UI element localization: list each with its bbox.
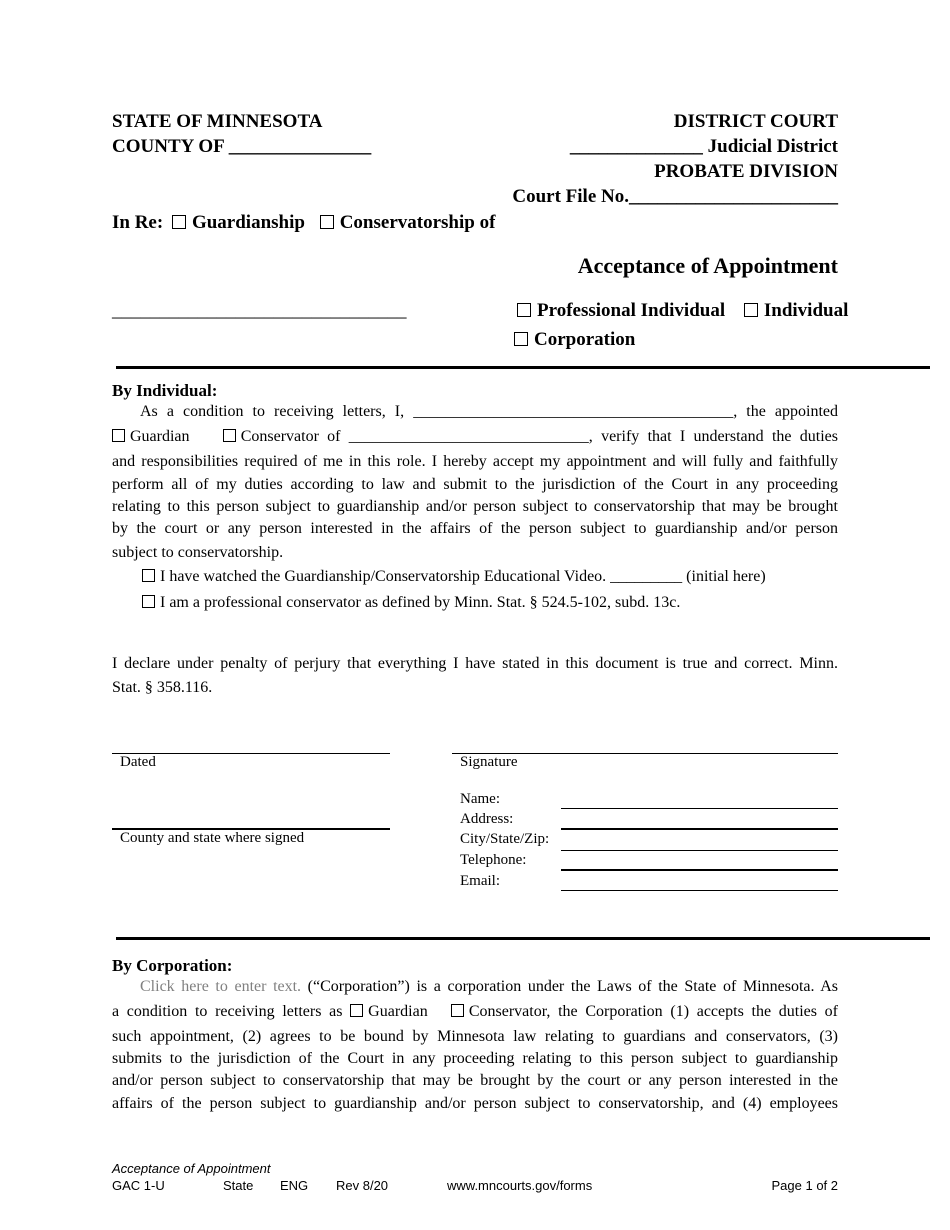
in-re-line xyxy=(112,212,495,234)
professional-conservator-label: I am a professional conservator as defined by Minn. Stat. § 524.5-102, subd. 13c. xyxy=(160,594,681,611)
individual-line-6: by the court or any person interested in the affairs of the person subject to guardianship and/or person xyxy=(112,520,838,537)
corporation-label: Corporation xyxy=(534,329,636,350)
conservatorship-label: Conservatorship of xyxy=(339,212,496,233)
name-label: Name: xyxy=(460,791,500,807)
email-label: Email: xyxy=(460,873,500,889)
telephone-label: Telephone: xyxy=(460,852,527,868)
county-state-label: County and state where signed xyxy=(120,830,305,846)
individual-line-5: relating to this person subject to guardianship and/or person subject to conservatorship that may be brought xyxy=(112,498,838,515)
section-divider xyxy=(116,366,930,369)
state-title: STATE OF MINNESOTA xyxy=(112,111,323,132)
professional-individual-label: Professional Individual xyxy=(537,300,726,321)
dated-label: Dated xyxy=(120,754,156,770)
individual-line-3: and responsibilities required of me in this role. I hereby accept my appointment and will fully and faithfully xyxy=(112,453,838,470)
professional-row xyxy=(142,592,680,615)
professional-conservator-checkbox[interactable] xyxy=(142,595,155,608)
corporation-line-2-rest: Conservator, the Corporation (1) accepts the duties of xyxy=(468,1003,839,1020)
individual-checkbox[interactable] xyxy=(744,303,758,317)
individual-line-4: perform all of my duties according to law and submit to the jurisdiction of the Court in any proceeding xyxy=(112,476,838,493)
corporation-line-5: and/or person subject to conservatorship that may be brought by the court or any person interested in the xyxy=(112,1072,838,1089)
guardianship-checkbox[interactable] xyxy=(172,215,186,229)
corporation-guardian-checkbox[interactable] xyxy=(350,1004,363,1017)
video-label: I have watched the Guardianship/Conservatorship Educational Video. _________ (initial here) xyxy=(160,568,766,585)
address-line[interactable] xyxy=(561,828,838,830)
appointment-type-row xyxy=(517,300,848,322)
corporation-conservator-checkbox[interactable] xyxy=(451,1004,464,1017)
city-label: City/State/Zip: xyxy=(460,831,550,847)
footer-form-id: GAC 1-U xyxy=(112,1178,165,1193)
guardianship-label: Guardianship xyxy=(191,212,305,233)
individual-line-1: As a condition to receiving letters, I, ________________________________________, the appointed xyxy=(140,403,838,420)
footer-state: State xyxy=(223,1178,254,1193)
individual-line-7: subject to conservatorship. xyxy=(112,544,284,561)
individual-label: Individual xyxy=(763,300,849,321)
corporation-type-row xyxy=(514,329,635,351)
email-line[interactable] xyxy=(561,890,838,891)
address-label: Address: xyxy=(460,811,514,827)
corporation-line-6: affairs of the person subject to guardianship and/or person subject to conservatorship, and (4) employees xyxy=(112,1095,838,1112)
individual-guardian-label: Guardian xyxy=(130,428,190,445)
document-title: Acceptance of Appointment xyxy=(577,253,838,278)
corporation-guardian-label: Guardian xyxy=(368,1003,428,1020)
corporation-line-3: such appointment, (2) agrees to be bound by Minnesota law relating to guardians and conservators, (3) xyxy=(112,1028,838,1045)
division-title: PROBATE DIVISION xyxy=(654,161,838,182)
conservatorship-checkbox[interactable] xyxy=(320,215,334,229)
video-row xyxy=(142,566,766,589)
court-file-number[interactable]: Court File No.______________________ xyxy=(512,186,838,207)
declaration-line-1: I declare under penalty of perjury that everything I have stated in this document is true and correct. Minn. xyxy=(112,655,838,672)
declaration-line-2: Stat. § 358.116. xyxy=(112,679,213,696)
corporation-name-input[interactable]: Click here to enter text. xyxy=(140,978,302,995)
county-field[interactable]: COUNTY OF _______________ xyxy=(112,136,372,157)
footer-language: ENG xyxy=(280,1178,309,1193)
footer-url[interactable]: www.mncourts.gov/forms xyxy=(447,1178,593,1193)
footer-revision: Rev 8/20 xyxy=(336,1178,389,1193)
individual-line-2 xyxy=(112,428,838,446)
individual-line-2-text: Conservator of ______________________________, verify that I understand the duties xyxy=(240,428,839,445)
corporation-line-2-a: a condition to receiving letters as xyxy=(112,1003,343,1020)
corporation-heading: By Corporation: xyxy=(112,956,233,975)
telephone-line[interactable] xyxy=(561,869,838,871)
individual-heading: By Individual: xyxy=(112,381,218,400)
individual-guardian-checkbox[interactable] xyxy=(112,429,125,442)
corporation-checkbox[interactable] xyxy=(514,332,528,346)
city-line[interactable] xyxy=(561,850,838,851)
in-re-label: In Re: xyxy=(112,212,164,233)
court-title: DISTRICT COURT xyxy=(673,111,838,132)
professional-individual-checkbox[interactable] xyxy=(517,303,531,317)
district-field[interactable]: ______________ Judicial District xyxy=(569,136,838,157)
footer-page-number: Page 1 of 2 xyxy=(771,1178,838,1193)
individual-conservator-checkbox[interactable] xyxy=(223,429,236,442)
section-divider-2 xyxy=(116,937,930,940)
corporation-line-1-text: (“Corporation”) is a corporation under the Laws of the State of Minnesota. As xyxy=(301,978,838,995)
video-checkbox[interactable] xyxy=(142,569,155,582)
corporation-line-2 xyxy=(112,1003,838,1021)
corporation-line-1 xyxy=(140,978,838,996)
name-line[interactable] xyxy=(561,808,838,809)
corporation-line-4: submits to the jurisdiction of the Court in any proceeding relating to this person subject to guardianship xyxy=(112,1050,838,1067)
signature-label: Signature xyxy=(460,754,518,770)
respondent-name-line[interactable]: _______________________________ xyxy=(112,300,407,321)
footer-title: Acceptance of Appointment xyxy=(112,1161,271,1176)
